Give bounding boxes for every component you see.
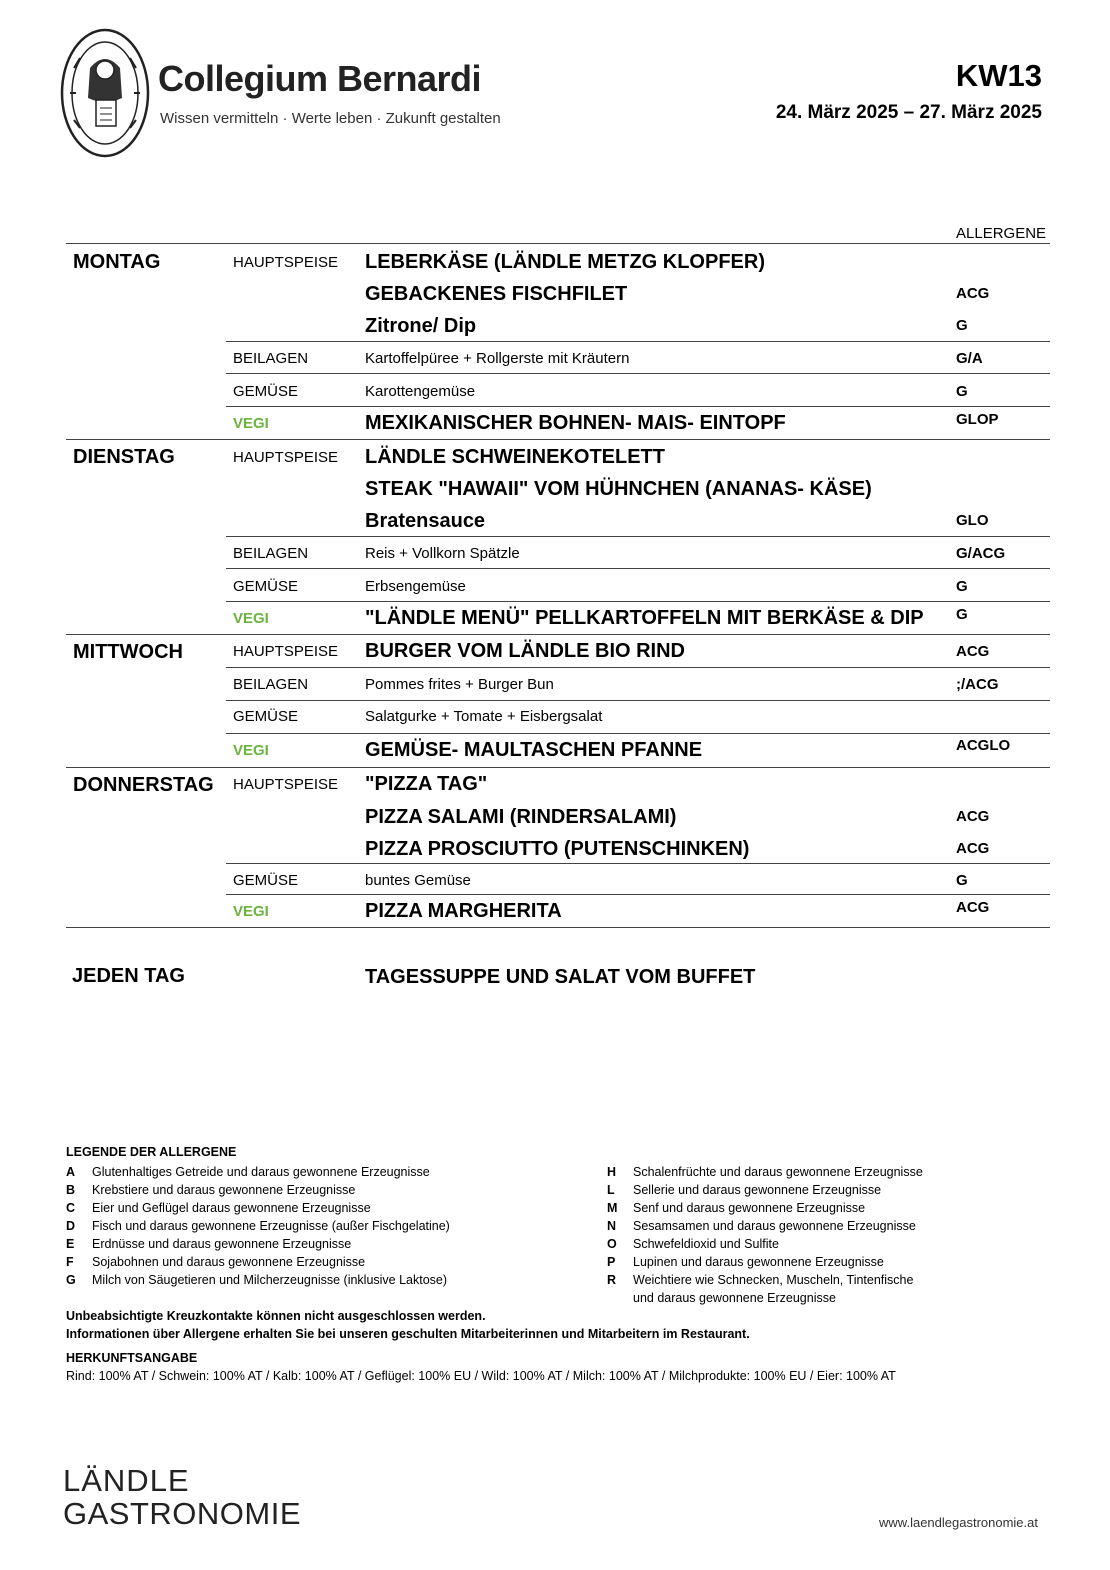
row-divider	[226, 733, 1050, 734]
allergen-codes: ;/ACG	[956, 676, 999, 693]
row-divider	[226, 406, 1050, 407]
school-tagline: Wissen vermitteln · Werte leben · Zukunft gestalten	[160, 110, 501, 127]
row-divider	[226, 667, 1050, 668]
allergen-column-header: ALLERGENE	[956, 225, 1047, 242]
category-label: GEMÜSE	[233, 872, 299, 889]
legend-text: Lupinen und daraus gewonnene Erzeugnisse	[633, 1255, 884, 1269]
legend-text: Senf und daraus gewonnene Erzeugnisse	[633, 1201, 866, 1215]
dish-name: Zitrone/ Dip	[365, 315, 477, 337]
allergen-codes: G/ACG	[956, 545, 1006, 562]
origin-title: HERKUNFTSANGABE	[66, 1351, 198, 1365]
category-label: HAUPTSPEISE	[233, 643, 339, 660]
category-label-vegi: VEGI	[233, 742, 269, 759]
legend-text: Sesamsamen und daraus gewonnene Erzeugnisse	[633, 1219, 916, 1233]
brand-logo-line1: LÄNDLE	[63, 1463, 190, 1498]
dish-name: buntes Gemüse	[365, 872, 471, 889]
school-name: Collegium Bernardi	[158, 58, 482, 99]
row-divider	[226, 536, 1050, 537]
legend-text: und daraus gewonnene Erzeugnisse	[633, 1291, 836, 1305]
day-label-tuesday: DIENSTAG	[73, 446, 175, 468]
legend-key: P	[607, 1255, 616, 1269]
dish-name: Erbsengemüse	[365, 578, 466, 595]
row-divider	[226, 894, 1050, 895]
dish-name: "LÄNDLE MENÜ" PELLKARTOFFELN MIT BERKÄSE & DIP	[365, 607, 924, 629]
allergen-info-note: Informationen über Allergene erhalten Sie bei unseren geschulten Mitarbeiterinnen und Mitarbeitern im Restaurant.	[66, 1327, 750, 1341]
legend-text: Sojabohnen und daraus gewonnene Erzeugnisse	[92, 1255, 366, 1269]
category-label-vegi: VEGI	[233, 415, 269, 432]
dish-name: PIZZA MARGHERITA	[365, 900, 562, 922]
legend-key: B	[66, 1183, 76, 1197]
day-label-thursday: DONNERSTAG	[73, 774, 214, 796]
calendar-week: KW13	[955, 58, 1042, 93]
legend-key: H	[607, 1165, 617, 1179]
dish-name: BURGER VOM LÄNDLE BIO RIND	[365, 640, 685, 662]
category-label-vegi: VEGI	[233, 903, 269, 920]
allergen-codes: G	[956, 606, 968, 623]
day-divider	[66, 439, 1050, 440]
cross-contact-note: Unbeabsichtigte Kreuzkontakte können nicht ausgeschlossen werden.	[66, 1309, 486, 1323]
dish-name: PIZZA PROSCIUTTO (PUTENSCHINKEN)	[365, 838, 750, 860]
row-divider	[226, 863, 1050, 864]
day-divider	[66, 767, 1050, 768]
row-divider	[226, 700, 1050, 701]
legend-text: Krebstiere und daraus gewonnene Erzeugnisse	[92, 1183, 356, 1197]
everyday-label: JEDEN TAG	[72, 965, 185, 987]
date-range: 24. März 2025 – 27. März 2025	[775, 102, 1042, 123]
dish-name: STEAK "HAWAII" VOM HÜHNCHEN (ANANAS- KÄSE)	[365, 478, 872, 500]
dish-name: LÄNDLE SCHWEINEKOTELETT	[365, 446, 665, 468]
category-label: BEILAGEN	[233, 676, 309, 693]
legend-key: M	[607, 1201, 618, 1215]
legend-key: O	[607, 1237, 617, 1251]
dish-name: GEBACKENES FISCHFILET	[365, 283, 628, 305]
category-label: HAUPTSPEISE	[233, 254, 339, 271]
school-seal-logo	[60, 28, 150, 158]
allergen-codes: ACG	[956, 840, 990, 857]
dish-name: Salatgurke + Tomate + Eisbergsalat	[365, 708, 603, 725]
allergen-codes: ACGLO	[956, 737, 1011, 754]
everyday-dish: TAGESSUPPE UND SALAT VOM BUFFET	[365, 966, 756, 988]
legend-key: A	[66, 1165, 76, 1179]
allergen-codes: G	[956, 578, 968, 595]
legend-key: E	[66, 1237, 75, 1251]
legend-text: Schwefeldioxid und Sulfite	[633, 1237, 779, 1251]
legend-key: D	[66, 1219, 76, 1233]
dish-name: Kartoffelpüree + Rollgerste mit Kräutern	[365, 350, 630, 367]
category-label: GEMÜSE	[233, 383, 299, 400]
brand-logo-line2: GASTRONOMIE	[63, 1496, 302, 1531]
legend-text: Weichtiere wie Schnecken, Muscheln, Tintenfische	[633, 1273, 914, 1287]
day-divider	[66, 634, 1050, 635]
legend-text: Schalenfrüchte und daraus gewonnene Erzeugnisse	[633, 1165, 923, 1179]
allergen-codes: ACG	[956, 899, 990, 916]
allergen-codes: G	[956, 872, 968, 889]
category-label: HAUPTSPEISE	[233, 449, 339, 466]
dish-name: PIZZA SALAMI (RINDERSALAMI)	[365, 806, 677, 828]
legend-text: Milch von Säugetieren und Milcherzeugnisse (inklusive Laktose)	[92, 1273, 448, 1287]
allergen-codes: ACG	[956, 285, 990, 302]
dish-name: GEMÜSE- MAULTASCHEN PFANNE	[365, 739, 703, 761]
row-divider	[226, 341, 1050, 342]
row-divider	[226, 568, 1050, 569]
row-divider	[226, 373, 1050, 374]
dish-name: LEBERKÄSE (LÄNDLE METZG KLOPFER)	[365, 251, 765, 273]
dish-name: Reis + Vollkorn Spätzle	[365, 545, 520, 562]
category-label: BEILAGEN	[233, 350, 309, 367]
legend-key: F	[66, 1255, 74, 1269]
allergen-codes: G/A	[956, 350, 983, 367]
legend-text: Fisch und daraus gewonnene Erzeugnisse (außer Fischgelatine)	[92, 1219, 450, 1233]
allergen-codes: ACG	[956, 643, 990, 660]
category-label-vegi: VEGI	[233, 610, 269, 627]
dish-name: Pommes frites + Burger Bun	[365, 676, 554, 693]
day-label-wednesday: MITTWOCH	[73, 641, 183, 663]
legend-text: Eier und Geflügel daraus gewonnene Erzeugnisse	[92, 1201, 371, 1215]
dish-name: MEXIKANISCHER BOHNEN- MAIS- EINTOPF	[365, 412, 786, 434]
dish-name: Bratensauce	[365, 510, 486, 532]
legend-text: Sellerie und daraus gewonnene Erzeugnisse	[633, 1183, 882, 1197]
allergen-codes: GLO	[956, 512, 989, 529]
legend-key: C	[66, 1201, 76, 1215]
legend-key: R	[607, 1273, 617, 1287]
allergen-codes: G	[956, 383, 968, 400]
category-label: GEMÜSE	[233, 708, 299, 725]
category-label: BEILAGEN	[233, 545, 309, 562]
legend-key: G	[66, 1273, 76, 1287]
day-label-monday: MONTAG	[73, 251, 161, 273]
legend-key: N	[607, 1219, 617, 1233]
legend-text: Erdnüsse und daraus gewonnene Erzeugnisse	[92, 1237, 352, 1251]
table-top-rule	[66, 243, 1050, 244]
allergen-codes: GLOP	[956, 411, 999, 428]
allergen-codes: G	[956, 317, 968, 334]
legend-title: LEGENDE DER ALLERGENE	[66, 1145, 237, 1159]
origin-text: Rind: 100% AT / Schwein: 100% AT / Kalb: 100% AT / Geflügel: 100% EU / Wild: 100% AT / Milch: 100% AT / Milchprodukte: 100% EU / Eier: 100% AT	[66, 1369, 896, 1383]
row-divider	[226, 601, 1050, 602]
category-label: GEMÜSE	[233, 578, 299, 595]
website-link[interactable]: www.laendlegastronomie.at	[879, 1515, 1038, 1530]
dish-name: Karottengemüse	[365, 383, 476, 400]
dish-name: "PIZZA TAG"	[365, 773, 488, 795]
legend-key: L	[607, 1183, 615, 1197]
allergen-codes: ACG	[956, 808, 990, 825]
category-label: HAUPTSPEISE	[233, 776, 339, 793]
legend-text: Glutenhaltiges Getreide und daraus gewonnene Erzeugnisse	[92, 1165, 430, 1179]
table-bottom-rule	[66, 927, 1050, 928]
